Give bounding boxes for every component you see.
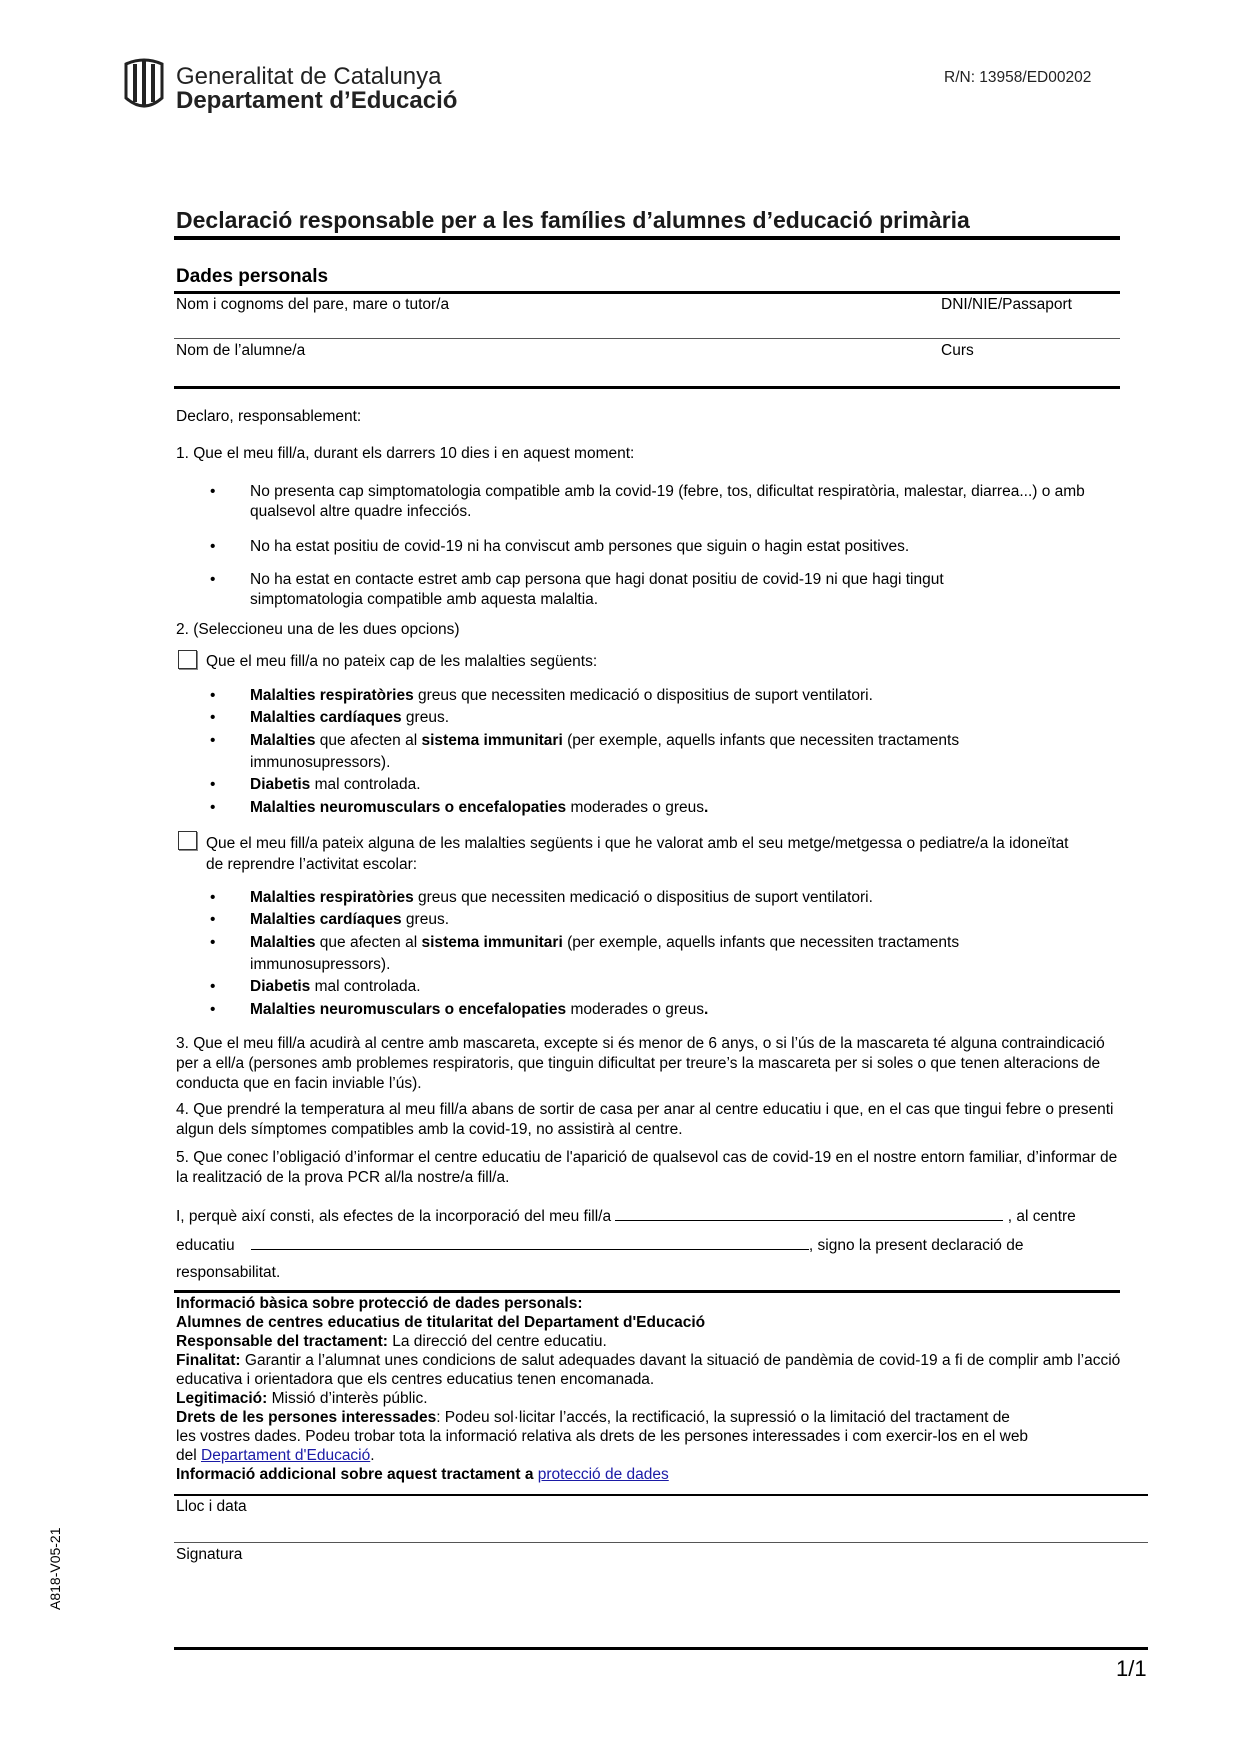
closing-part4: , signo la present declaració de bbox=[808, 1237, 1024, 1254]
privacy-rights-2: les vostres dades. Podeu trobar tota la informació relativa als drets de les persones interessades i com exercir-los en el web bbox=[176, 1428, 1029, 1445]
disease-item: • Malalties cardíaques greus. bbox=[210, 911, 450, 928]
option-a-checkbox[interactable] bbox=[178, 650, 197, 669]
privacy-heading: Informació bàsica sobre protecció de dades personals: bbox=[176, 1295, 583, 1312]
disease-item: • Diabetis mal controlada. bbox=[210, 776, 421, 793]
data-protection-link[interactable]: protecció de dades bbox=[537, 1466, 669, 1483]
course-label: Curs bbox=[941, 342, 974, 359]
form-code: A818-V05-21 bbox=[47, 1527, 63, 1610]
place-date-label: Lloc i data bbox=[176, 1498, 247, 1515]
disease-item: • Malalties neuromusculars o encefalopaties moderades o greus. bbox=[210, 799, 709, 816]
closing-line-1 bbox=[176, 1205, 1076, 1227]
option-a-label: Que el meu fill/a no pateix cap de les malalties següents: bbox=[206, 653, 598, 670]
item1-bullet: • No presenta cap simptomatologia compatible amb la covid-19 (febre, tos, dificultat respiratòria, malestar, diarrea...) o amb qualsevol altre quadre infecciós. bbox=[210, 483, 1085, 520]
privacy-rights-3: del Departament d'Educació. bbox=[176, 1447, 375, 1464]
item3-text: 3. Que el meu fill/a acudirà al centre amb mascareta, excepte si és menor de 6 anys, o si l’ús de la mascareta té alguna contraindicació per a ell/a (persones amb problemes respiratoris, que tinguin dificultat per treure’s la mascareta per si soles o que tenen alteracions de conducta que en facin inviable l’ús). bbox=[176, 1035, 1105, 1092]
privacy-additional: Informació addicional sobre aquest tractament a protecció de dades bbox=[176, 1466, 669, 1483]
place-date-field[interactable] bbox=[174, 1542, 1148, 1543]
personal-rule bbox=[174, 291, 1120, 294]
student-name-label: Nom de l’alumne/a bbox=[176, 342, 306, 359]
page-number: 1/1 bbox=[1116, 1656, 1147, 1681]
closing-part2: , al centre bbox=[1007, 1208, 1076, 1225]
reference-number: R/N: 13958/ED00202 bbox=[944, 69, 1092, 86]
disease-item: • Malalties que afecten al sistema immunitari (per exemple, aquells infants que necessiten tractaments immunosupressors). bbox=[210, 934, 960, 973]
privacy-subheading: Alumnes de centres educatius de titularitat del Departament d'Educació bbox=[176, 1314, 706, 1331]
closing-part5: responsabilitat. bbox=[176, 1264, 281, 1281]
closing-part1: I, perquè així consti, als efectes de la incorporació del meu fill/a bbox=[176, 1208, 612, 1225]
disease-item: • Malalties respiratòries greus que necessiten medicació o dispositius de suport ventilatori. bbox=[210, 687, 873, 704]
signature-label: Signatura bbox=[176, 1546, 243, 1563]
item1-intro: 1. Que el meu fill/a, durant els darrers 10 dies i en aquest moment: bbox=[176, 445, 635, 462]
declaro-text: Declaro, responsablement: bbox=[176, 408, 362, 425]
disease-item: • Diabetis mal controlada. bbox=[210, 978, 421, 995]
option-b-checkbox[interactable] bbox=[178, 831, 197, 850]
disease-item: • Malalties neuromusculars o encefalopaties moderades o greus. bbox=[210, 1001, 709, 1018]
department-link[interactable]: Departament d'Educació bbox=[201, 1447, 371, 1464]
item2-intro: 2. (Seleccioneu una de les dues opcions) bbox=[176, 621, 460, 638]
option-b-label: Que el meu fill/a pateix alguna de les malalties següents i que he valorat amb el seu metge/metgessa o pediatre/a la idoneïtat de reprendre l’activitat escolar: bbox=[206, 835, 1069, 873]
disease-item: • Malalties que afecten al sistema immunitari (per exemple, aquells infants que necessiten tractaments immunosupressors). bbox=[210, 732, 960, 771]
closing-part3: educatiu bbox=[176, 1237, 235, 1254]
item1-bullet: • No ha estat en contacte estret amb cap persona que hagi donat positiu de covid-19 ni que hagi tingut simptomatologia compatible amb aquesta malaltia. bbox=[210, 571, 944, 608]
privacy-rights: Drets de les persones interessades: Podeu sol·licitar l’accés, la rectificació, la supressió o la limitació del tractament de bbox=[176, 1409, 1010, 1426]
signature-field[interactable] bbox=[174, 1647, 1148, 1650]
privacy-legitimation: Legitimació: Missió d’interès públic. bbox=[176, 1390, 428, 1407]
generalitat-emblem-icon bbox=[122, 58, 166, 110]
student-name-field[interactable] bbox=[174, 386, 1120, 389]
section-heading-personal: Dades personals bbox=[176, 266, 329, 287]
privacy-bottom-rule bbox=[174, 1494, 1148, 1496]
disease-item: • Malalties respiratòries greus que necessiten medicació o dispositius de suport ventilatori. bbox=[210, 889, 873, 906]
department-name: Departament d’Educació bbox=[176, 87, 458, 114]
child-name-blank[interactable] bbox=[615, 1205, 1003, 1221]
item5-text: 5. Que conec l’obligació d’informar el centre educatiu de l'aparició de qualsevol cas de covid-19 en el nostre entorn familiar, d’informar de la realització de la prova PCR al/la nostre/a fill/a. bbox=[176, 1149, 1118, 1186]
generalitat-logo bbox=[122, 58, 166, 110]
item4-text: 4. Que prendré la temperatura al meu fill/a abans de sortir de casa per anar al centre educatiu i que, en el cas que tingui febre o presenti algun dels símptomes compatibles amb la covid-19, no assistirà al centre. bbox=[176, 1101, 1114, 1138]
privacy-purpose: Finalitat: Garantir a l’alumnat unes condicions de salut adequades davant la situació de pandèmia de covid-19 a fi de complir amb l’acció educativa i orientadora que els centres educatius tenen encomanada. bbox=[176, 1352, 1121, 1388]
privacy-top-rule bbox=[174, 1290, 1120, 1293]
title-rule bbox=[174, 236, 1120, 240]
closing-line-2 bbox=[176, 1234, 1023, 1256]
item1-bullet: • No ha estat positiu de covid-19 ni ha conviscut amb persones que siguin o hagin estat positives. bbox=[210, 538, 910, 555]
school-name-blank[interactable] bbox=[251, 1234, 809, 1250]
parent-name-field[interactable] bbox=[174, 338, 1120, 339]
privacy-responsible: Responsable del tractament: La direcció del centre educatiu. bbox=[176, 1333, 607, 1350]
id-document-label: DNI/NIE/Passaport bbox=[941, 296, 1072, 313]
org-name: Generalitat de Catalunya bbox=[176, 63, 442, 90]
parent-name-label: Nom i cognoms del pare, mare o tutor/a bbox=[176, 296, 450, 313]
disease-item: • Malalties cardíaques greus. bbox=[210, 709, 450, 726]
privacy-block bbox=[176, 1294, 1121, 1484]
page-title: Declaració responsable per a les famílies d’alumnes d’educació primària bbox=[176, 207, 970, 233]
